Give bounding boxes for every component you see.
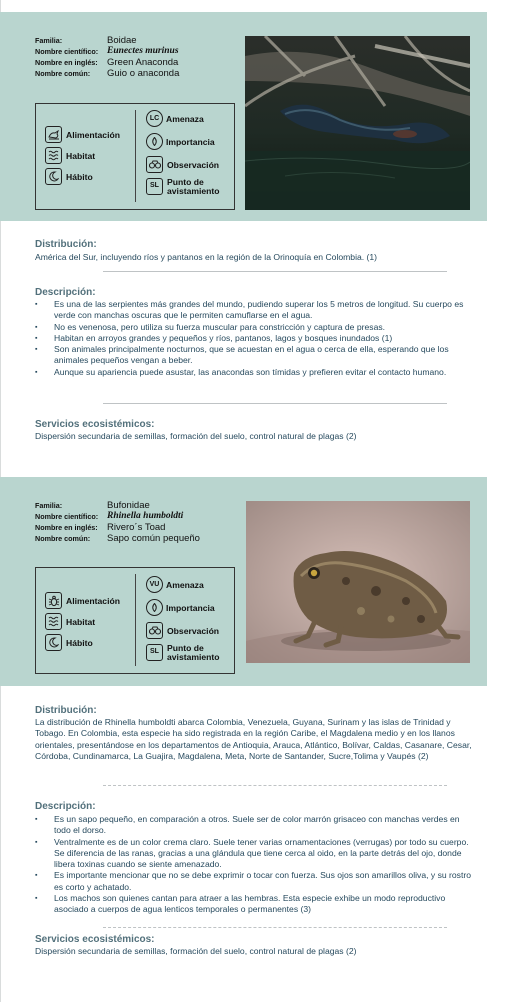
legend-importancia-label: Importancia	[166, 602, 215, 613]
divider	[103, 403, 447, 404]
legend-punto-label-2: avistamiento	[167, 651, 220, 662]
family-value: Boidae	[107, 35, 137, 46]
common-name-value: Sapo común pequeño	[107, 533, 200, 544]
family-value: Bufonidae	[107, 500, 150, 511]
english-name-value: Green Anaconda	[107, 57, 179, 68]
moon-icon	[45, 168, 62, 185]
legend-importancia	[146, 599, 215, 616]
list-item: ▪ No es venenosa, pero utiliza su fuerza muscular para constricción y captura de presas.	[35, 322, 475, 333]
species-1-photo	[245, 36, 470, 210]
threat-status-icon: LC	[146, 110, 163, 127]
legend-alimentacion	[45, 126, 120, 143]
sighting-point-icon: SL	[146, 644, 163, 661]
species-1-description-title: Descripción:	[35, 287, 96, 298]
scientific-name-value: Rhinella humboldti	[107, 511, 184, 521]
common-name-value: Guio o anaconda	[107, 68, 180, 79]
legend-punto-label-2: avistamiento	[167, 185, 220, 196]
legend-punto	[146, 178, 220, 195]
species-1-description-list	[35, 299, 475, 378]
legend-divider	[135, 574, 136, 666]
species-1-distribution-text: América del Sur, incluyendo ríos y pantanos en la región de la Orinoquía en Colombia. (1)	[35, 252, 378, 262]
species-1-services-text: Dispersión secundaria de semillas, formación del suelo, control natural de plagas (2)	[35, 431, 357, 441]
list-item: ▪ Habitan en arroyos grandes y pequeños y ríos, pantanos, lagos y bosques inundados (1)	[35, 333, 475, 344]
legend-habitat-label: Habitat	[66, 616, 96, 627]
legend-divider	[135, 110, 136, 202]
legend-habito-label: Hábito	[66, 171, 93, 182]
legend-punto	[146, 644, 220, 661]
seed-icon	[146, 599, 163, 616]
english-name-label: Nombre en inglés:	[35, 58, 98, 67]
legend-observacion	[146, 156, 219, 173]
list-item: ▪ Los machos son quienes cantan para atraer a las hembras. Esta especie exhibe un modo reproductivo asociado a cuerpos de agua lenticos temporales o permanentes (3)	[35, 893, 475, 916]
english-name-value: Rivero´s Toad	[107, 522, 166, 533]
species-2-distribution-text: La distribución de Rhinella humboldti abarca Colombia, Venezuela, Guyana, Surinam y las islas de Trinidad y Tobago. En Colombia, esta especie ha sido registrada en la región Caribe, el Magdalena medio y en los llanos orientales, presentándose en los departamentos de Antioquia, Arauca, Atlántico, Bolívar, Caldas, Casanare, Cesar, Córdoba, Cundinamarca, La Guajira, Magdalena, Meta, Norte de Santander, Sucre,Tolima y Vaupés (2)	[35, 717, 472, 761]
legend-alimentacion	[45, 592, 120, 609]
species-1-legend	[35, 103, 235, 210]
list-item: ▪ Es un sapo pequeño, en comparación a otros. Suele ser de color marrón grisaceo con manchas verdes en todo el dorso.	[35, 814, 475, 837]
list-item: ▪ Es una de las serpientes más grandes del mundo, pudiendo superar los 5 metros de longitud. Su cuerpo es verde con manchas oscuras que le permiten camuflarse en el agua.	[35, 299, 475, 322]
list-item: ▪ Aunque su apariencia puede asustar, las anacondas son tímidas y prefieren evitar el contacto humano.	[35, 367, 475, 378]
list-item: ▪ Ventralmente es de un color crema claro. Suele tener varias ornamentaciones (verrugas) por todo su cuerpo. Se diferencia de las ranas, gracias a una glándula que tiene cerca al oido, en la parte detrás del ojo, donde libera toxinas cuando se siente amenazado.	[35, 837, 475, 871]
legend-observacion-label: Observación	[167, 625, 220, 636]
moon-icon	[45, 634, 62, 651]
legend-importancia-label: Importancia	[166, 136, 215, 147]
species-2-services-text: Dispersión secundaria de semillas, formación del suelo, control natural de plagas (2)	[35, 946, 357, 956]
species-2-description-list	[35, 814, 475, 916]
english-name-label: Nombre en inglés:	[35, 523, 98, 532]
legend-habitat-label: Habitat	[66, 150, 96, 161]
legend-habitat	[45, 613, 95, 630]
legend-amenaza-label: Amenaza	[166, 579, 204, 590]
legend-observacion-label: Observación	[167, 159, 220, 170]
scientific-name-label: Nombre científico:	[35, 512, 99, 521]
list-item: ▪ Es importante mencionar que no se debe exprimir o tocar con fuerza. Sus ojos son amarillos oliva, y su rostro es corto y achatado.	[35, 870, 475, 893]
common-name-label: Nombre común:	[35, 69, 91, 78]
common-name-label: Nombre común:	[35, 534, 91, 543]
divider	[103, 271, 447, 272]
bug-icon	[45, 592, 62, 609]
species-2-taxonomy	[35, 500, 200, 544]
threat-status-icon: VU	[146, 576, 163, 593]
legend-habito	[45, 168, 93, 185]
waves-icon	[45, 147, 62, 164]
species-2-distribution-title: Distribución:	[35, 705, 97, 716]
species-1-taxonomy	[35, 35, 179, 79]
divider	[103, 927, 447, 928]
species-1-services-title: Servicios ecosistémicos:	[35, 419, 155, 430]
feeding-icon	[45, 126, 62, 143]
species-2-photo	[246, 501, 470, 663]
waves-icon	[45, 613, 62, 630]
family-label: Familia:	[35, 36, 63, 45]
scientific-name-label: Nombre científico:	[35, 47, 99, 56]
legend-punto-label-1: Punto de	[167, 177, 204, 187]
legend-observacion	[146, 622, 219, 639]
binoculars-icon	[146, 622, 163, 639]
sighting-point-icon: SL	[146, 178, 163, 195]
legend-amenaza-label: Amenaza	[166, 113, 204, 124]
legend-amenaza	[146, 110, 204, 127]
legend-alimentacion-label: Alimentación	[66, 595, 120, 606]
species-2-legend	[35, 567, 235, 674]
binoculars-icon	[146, 156, 163, 173]
legend-habito-label: Hábito	[66, 637, 93, 648]
list-item: ▪ Son animales principalmente nocturnos, que se acuestan en el agua o cerca de ella, esperando que los animales pequeños vengan a beber.	[35, 344, 475, 367]
species-2-services-title: Servicios ecosistémicos:	[35, 934, 155, 945]
family-label: Familia:	[35, 501, 63, 510]
scientific-name-value: Eunectes murinus	[107, 46, 179, 56]
legend-habito	[45, 634, 93, 651]
legend-amenaza	[146, 576, 204, 593]
legend-importancia	[146, 133, 215, 150]
legend-punto-label-1: Punto de	[167, 643, 204, 653]
divider	[103, 785, 447, 786]
species-1-distribution-title: Distribución:	[35, 239, 97, 250]
species-2-description-title: Descripción:	[35, 801, 96, 812]
seed-icon	[146, 133, 163, 150]
legend-alimentacion-label: Alimentación	[66, 129, 120, 140]
legend-habitat	[45, 147, 95, 164]
